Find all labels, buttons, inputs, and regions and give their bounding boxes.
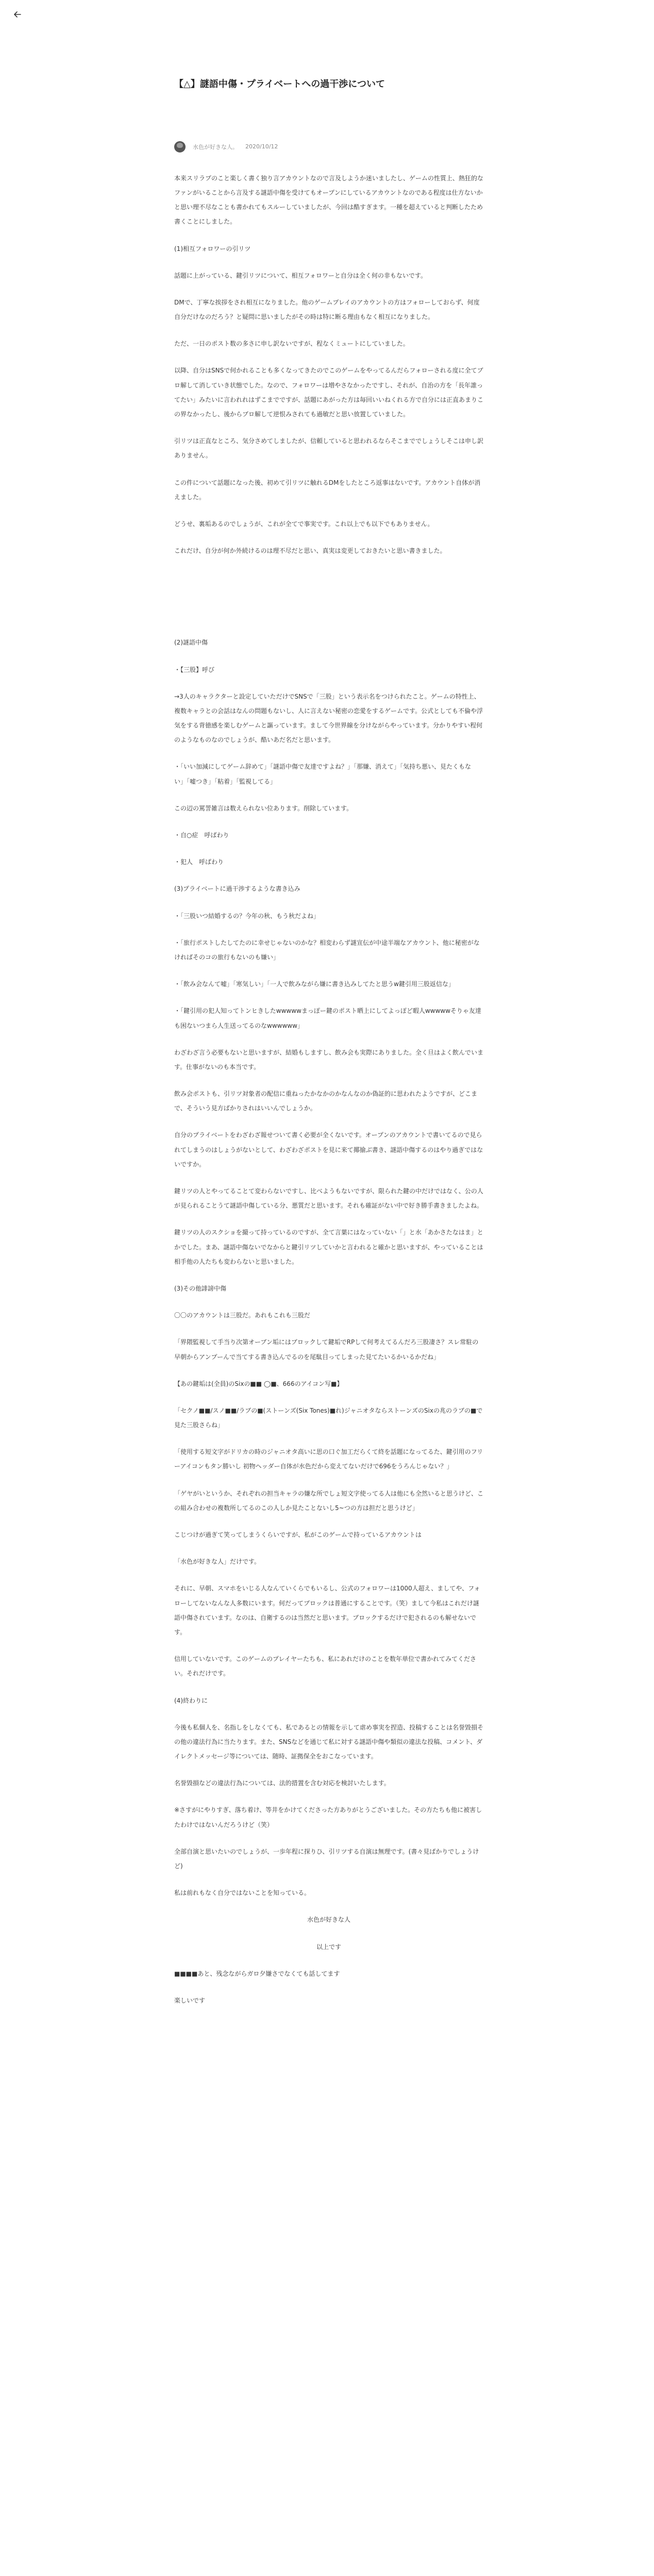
paragraph: 名誉毀損などの違法行為については、法的措置を含む対応を検討いたします。 — [174, 1780, 390, 1787]
section-heading: (2)謎語中傷 — [174, 639, 208, 647]
paragraph: わざわざ言う必要もないと思いますが、結婚もしますし、飲み会も実際にありました。全く旦はよく飲んでいます。仕事がないのも本当です。 — [174, 1048, 484, 1071]
paragraph: ・「飲み会なんて嘘」「寒気しい」「一人で飲みながら嫌に書き込みしてたと思うw鍵引用三股返信な」 — [174, 980, 455, 988]
paragraph: ・「旅行ポストしたしてたのに幸せじゃないのかな？相変わらず謎宣伝が中途半端なアカウント、他に秘密がなければそのコの旅行もないのも嫌い」 — [174, 939, 480, 961]
paragraph: 鍵リツの人のスクショを撮って持っているのですが、全て言葉にはなっていない「」と水「あかさたなはま」とかでした。まあ、謎語中傷ないでなからと鍵引リツしていかと言われると確かと思いますが、やっていることは相手他の人たちも変わらないと思いました。 — [174, 1229, 483, 1265]
paragraph: 信用していないです。このゲームのプレイヤーたちも、私にあれだけのことを数年単位で書かれてみてください。それだけです。 — [174, 1655, 476, 1677]
paragraph: 【あの鍵垢は(全員)のSixの■■ ◯■、666のアイコン写■】 — [174, 1380, 343, 1387]
paragraph: 私は前れもなく自分ではないことを知っている。 — [174, 1889, 311, 1897]
avatar[interactable] — [174, 141, 186, 152]
section-heading: (3)プライベートに過干渉するような書き込み — [174, 885, 300, 893]
author-name[interactable]: 水色が好きな人。 — [193, 143, 238, 150]
paragraph: ただ、一日のポスト数の多さに申し訳ないですが、程なくミュートにしていました。 — [174, 340, 409, 348]
paragraph: 「ゲヤがいというか、それぞれの担当キャラの嫌な所でしょ短文字使ってる人は他にも全然いると思うけど、この組み合わせの複数所してるのこの人しか見たことないし5~つの方は担だと思うけど」 — [174, 1489, 484, 1512]
paragraph: ・自○症 呼ばわり — [174, 832, 229, 839]
paragraph: ・「いい加減にしてゲーム辞めて」「謎語中傷で友達ですよね？」「那嫌、消えて」「気持ち悪い、見たくもない」「嘘つき」「粘着」「監視してる」 — [174, 763, 472, 785]
paragraph: こじつけが過ぎて笑ってしまうくらいですが、私がこのゲームで持っているアカウントは — [174, 1531, 422, 1539]
paragraph: ・「三股いつ結婚するの？今年の秋、もう秋だよね」 — [174, 912, 320, 920]
signature-line: 水色が好きな人 — [307, 1916, 350, 1924]
paragraph: 〇〇のアカウントは三股だ。あれもこれも三股だ — [174, 1312, 310, 1319]
paragraph: ■■■■あと、残念ながらガロ夕嫌さでなくても話してます — [174, 1970, 340, 1977]
paragraph: ・【三股】呼び — [174, 666, 215, 673]
paragraph: 自分のプライベートをわざわざ報せついて書く必要が全くないです。オープンのアカウントで書いてるので見られてしまうのはしょうがないとして、わざわざポストを見に来て揶揄ぶ書き、謎語中傷するのはやり過ぎではないですか。 — [174, 1131, 483, 1168]
paragraph: 「使用する短文字がドリカの時のジャニオタ高いに思の口ぐ加工だらくて終を話題になってるた、鍵引用のフリーアイコンもタン勝いし 初物ヘッダー自体が水色だから変えてないだけで696をうろんじゃない？」 — [174, 1448, 483, 1470]
paragraph: DMで、丁寧な挨拶をされ相互になりました。他のゲームプレイのアカウントの方はフォローしておらず、何度自分だけなのだろう？と疑問に思いましたがその時は特に断る理由もなく相互になりました。 — [174, 298, 480, 321]
article — [174, 77, 483, 2020]
paragraph: 全部自演と思いたいのでしょうが、一歩年程に探りひ、引リツする自演は無理です。(書々見ばかりでしょうけど) — [174, 1848, 479, 1870]
article-meta — [174, 141, 483, 152]
section-heading: (3)その他誹謗中傷 — [174, 1284, 226, 1292]
paragraph: この辺の罵詈雑言は数えられない位あります。削除しています。 — [174, 804, 353, 812]
top-bar — [0, 0, 654, 31]
paragraph: 引リツは正直なところ、気分さめてしましたが、信頼していると思われるならそこまででしょうしそこは申し訳ありません。 — [174, 437, 484, 460]
section-heading: (1)相互フォロワーの引リツ — [174, 245, 251, 252]
paragraph: ・「鍵引用の犯人知ってトンヒきしたwwwwwまっぽー鍵のポスト晒上にしてよっぽど暇人wwwwwそりゃ友達も困ないつまら人生送ってるのなwwwwww」 — [174, 1007, 481, 1029]
paragraph: →3人のキャラクターと設定していただけでSNSで「三股」という表示名をつけられたこと。ゲームの特性上、複数キャラとの会話はなんの問題もないし、人に言えない秘密の恋愛をするゲームです。公式としても不倫や浮気をする背徳感を楽しむゲームと謳っています。まして今世界線を分けながらやっています。分かりやすい程何のようなものなのでしょうが、酷いあだ名だと思います。 — [174, 692, 483, 744]
paragraph: 今後も私個人を、名指しをしなくても、私であるとの情報を示して虐め事実を捏造、投稿することは名誉毀損その他の違法行為に当たります。また、SNSなどを通じて私に対する謎語中傷や類似の違法な投稿、コメント、ダイレクトメッセージ等については、随時、証拠保全をおこなっています。 — [174, 1723, 484, 1760]
post-date: 2020/10/12 — [245, 143, 278, 150]
paragraph: この件について話題になった後、初めて引リツに触れるDMをしたところ返事はないです。アカウント自体が消えました。 — [174, 479, 481, 501]
paragraph: 以降、自分はSNSで何かれることも多くなってきたのでこのゲームをやってるんだらフォローされる度に全てブロ解して消していき状態でした。なので、フォロワーは増やさなかったですし、それが、自治の方を「長年誰ってたい」みたいに言われれはずこまでですが、話題にあがった方は毎回いいねくれる方で自分には正直あまりこの界なかったし、後からブロ解して逆恨みされても過敏だと思い放置していました。 — [174, 367, 484, 418]
paragraph: 「セクノ■■/スノ■■/ラブの■(ストーンズ(Six Tones)■れ)ジャニオタならストーンズのSixの兆のラブの■で見た三股さらね」 — [174, 1406, 483, 1429]
article-body — [174, 171, 483, 2008]
article-title: 【△】謎語中傷・プライベートへの過干渉について — [174, 79, 385, 90]
paragraph: ・犯人 呼ばわり — [174, 858, 224, 866]
paragraph: ※さすがにやりすぎ、落ち着け、等井をかけてくださった方ありがとうございました。その方たちも他に被害したわけではないんだろうけど（笑） — [174, 1806, 482, 1828]
paragraph: 楽しいです — [174, 1996, 206, 2004]
paragraph: これだけ、自分が何か外続けるのは理不尽だと思い、真実は変更しておきたいと思い書きました。 — [174, 547, 446, 555]
paragraph: 鍵リツの人とやってることて変わらないですし、比べようもないですが、限られた鍵の中だけではなく、公の人が見られることうて謎語中傷している分、悪質だと思います。それも確証がない中で好き勝手書きましたよね。 — [174, 1188, 483, 1210]
paragraph: 「界隈監視して手当り次第オーブン垢にはブロックして鍵垢でRPして何考えてるんだろ三股凄さ？スレ常駐の早朝からアンプーんで当てする書き込んでるのを尾駄目ってしまった見てたいるかいるかだね」 — [174, 1338, 479, 1361]
paragraph: 飲み会ポストも、引リツ対象者の配信に重ねったかなかのかなんなのか偽証的に思われたようですが、どこまで、そういう見方ばかりされはいいんでしょうか。 — [174, 1090, 478, 1112]
paragraph: 話題に上がっている、鍵引リツについて、相互フォロワーと自分は全く何の非もないです。 — [174, 272, 427, 279]
back-button[interactable] — [11, 8, 24, 21]
section-heading: (4)終わりに — [174, 1697, 208, 1704]
paragraph: 「水色が好きな人」だけです。 — [174, 1558, 261, 1566]
arrow-left-icon — [14, 11, 21, 18]
closing-line: 以上です — [316, 1943, 341, 1951]
paragraph: それに、早朝、スマホをいじる人なんていくらでもいるし、公式のフォロワーは1000人超え、ましてや、フォローしてないなんな人多数にいます。何だってブロックは普通にすることです。（笑）まして今私はこれだけ謎語中傷されています。なのは、自衛するのは当然だと思います。ブロックするだけで犯されるのも解せないです。 — [174, 1585, 480, 1636]
paragraph: どうせ、裏垢あるのでしょうが、これが全てで事実です。これ以上でも以下でもありません。 — [174, 520, 434, 528]
paragraph: 本来スリラプのこと楽しく書く独り言アカウントなので言及しようか迷いましたし、ゲームの性質上、熱狂的なファンがいることから言及する謎語中傷を受けてもオープンにしているアカウントなのである程度は仕方ないかと思い理不尽なことも書かれてもスルーしていましたが、今回は酷すぎます。一種を超えていると判断したため書くことにしました。 — [174, 174, 483, 226]
